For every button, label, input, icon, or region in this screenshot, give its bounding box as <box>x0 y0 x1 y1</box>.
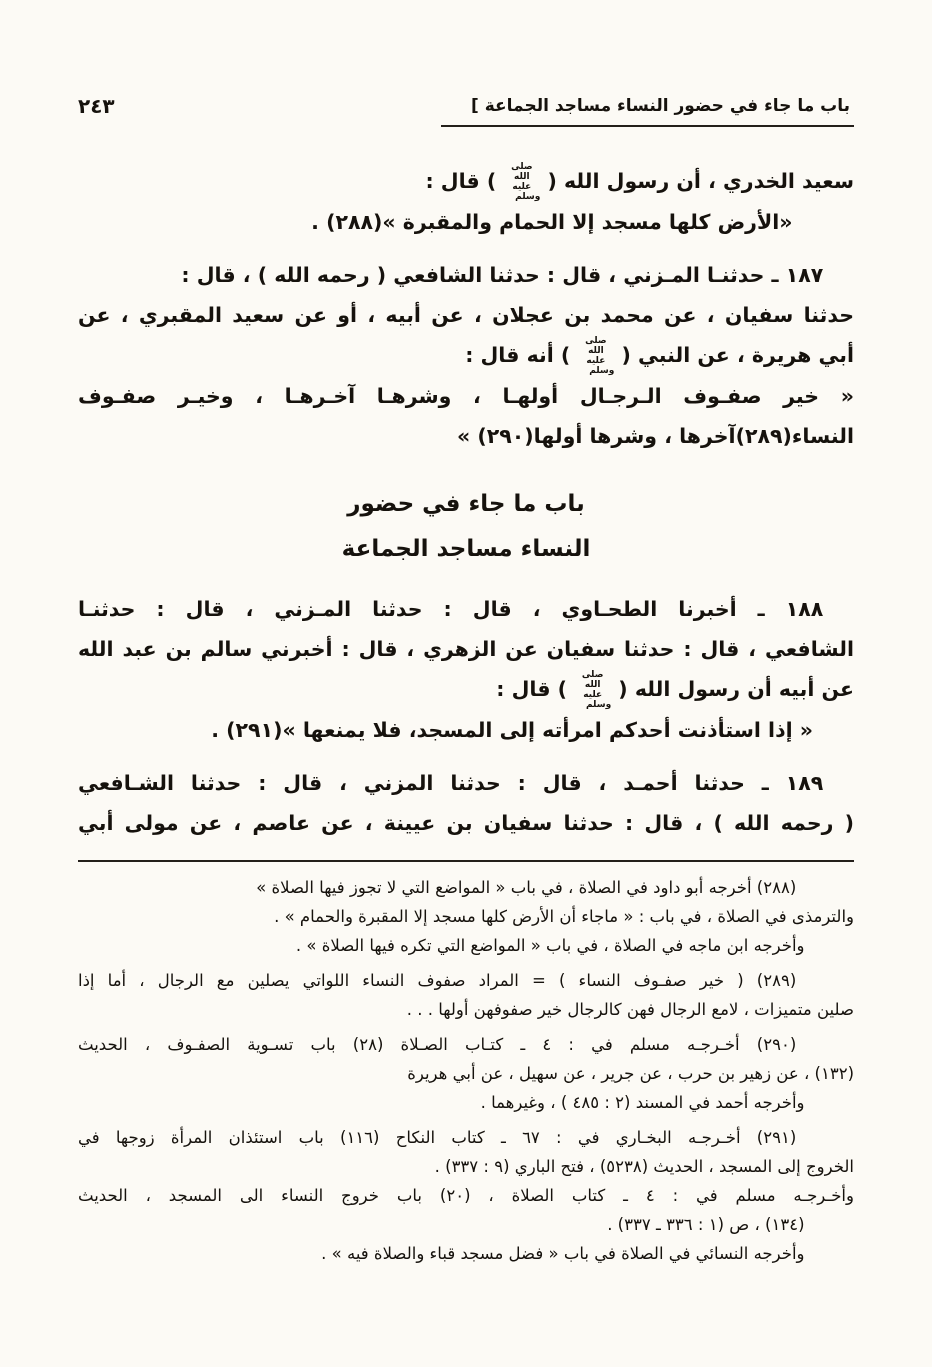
running-header-title: باب ما جاء في حضور النساء مساجد الجماعة ] <box>441 96 854 127</box>
prophet-honorific-seal: صلى الله عليه وسلم <box>585 336 615 376</box>
hadith-188-isnad-line-1: ١٨٨ ـ أخبرنا الطحـاوي ، قال : حدثنا المـزني ، قال : حدثنـا <box>78 597 824 621</box>
chapter-heading <box>78 482 854 572</box>
footnote-290-line-1: (٢٩٠) أخـرجـه مسلم في : ٤ ـ كتـاب الصـلاة (٢٨) باب تسـوية الصفـوف ، الحديث <box>78 1035 797 1054</box>
footnote-288-line-3: وأخرجه ابن ماجه في الصلاة ، في باب « المواضع التي تكره فيها الصلاة » . <box>295 936 805 955</box>
hadith-188-quote-291: « إذا استأذنت أحدكم امرأته إلى المسجد، فلا يمنعها »(٢٩١) . <box>211 718 813 742</box>
page-header <box>78 94 854 127</box>
page-number: ٢٤٣ <box>78 94 115 118</box>
footnote-291-line-1: (٢٩١) أخـرجـه البخـاري في : ٦٧ ـ كتاب النكاح (١١٦) باب استئذان المرأة زوجها في <box>78 1128 797 1147</box>
hadith-quote-288: «الأرض كلها مسجد إلا الحمام والمقبرة »(٢٨٨) . <box>311 210 793 234</box>
chapter-heading-line-1: باب ما جاء في حضور <box>347 491 585 517</box>
prophet-honorific-seal: صلى الله عليه وسلم <box>511 162 541 202</box>
hadith-189-isnad-line-2: ( رحمه الله ) ، قال : حدثنا سفيان بن عيينة ، عن عاصم ، عن مولى أبي <box>78 811 854 835</box>
footnote-291-line-4: (١٣٤) ، ص (١ : ٣٣٦ ـ ٣٣٧) . <box>607 1215 805 1234</box>
footnote-291-line-5: وأخرجه النسائي في الصلاة في باب « فضل مسجد قباء والصلاة فيه » . <box>321 1244 805 1263</box>
hadith-body-lower <box>78 589 854 843</box>
hadith-188-isnad-line-3: عن أبيه أن رسول الله ( صلى الله عليه وسلم ) قال : <box>496 670 854 710</box>
footnote-288-line-1: (٢٨٨) أخرجه أبو داود في الصلاة ، في باب « المواضع التي لا تجوز فيها الصلاة » <box>256 878 797 897</box>
hadith-187-quote-line-2: النساء(٢٨٩)آخرها ، وشرها أولها(٢٩٠) » <box>456 424 854 448</box>
footnotes-list <box>78 862 854 1268</box>
footnote-289-line-1: (٢٨٩) ( خير صفـوف النساء ) = المراد صفوف النساء اللواتي يصلين مع الرجال ، أما إذا <box>78 971 797 990</box>
hadith-187-isnad-line-2: حدثنا سفيان ، عن محمد بن عجلان ، عن أبيه ، أو عن سعيد المقبري ، عن <box>78 303 854 327</box>
chapter-heading-line-2: النساء مساجد الجماعة <box>341 536 591 562</box>
footnote-289-line-2: صلين متميزات ، لامع الرجال فهن كالرجال خير صفوفهن أولها . . . <box>406 1000 854 1019</box>
hadith-187-quote-line-1: « خير صفـوف الـرجـال أولهـا ، وشرهـا آخـرهـا ، وخيـر صفـوف <box>78 384 854 408</box>
hadith-188-isnad-line-2: الشافعي ، قال : حدثنا سفيان عن الزهري ، قال : أخبرني سالم بن عبد الله <box>78 637 854 661</box>
isnad-continuation-line: سعيد الخدري ، أن رسول الله ( صلى الله عليه وسلم ) قال : <box>425 162 854 202</box>
hadith-187-isnad-line-1: ١٨٧ ـ حدثنـا المـزني ، قال : حدثنا الشافعي ( رحمه الله ) ، قال : <box>181 263 824 287</box>
hadith-187-isnad-line-3: أبي هريرة ، عن النبي ( صلى الله عليه وسلم ) أنه قال : <box>465 336 854 376</box>
footnote-290-line-3: وأخرجه أحمد في المسند (٢ : ٤٨٥ ) ، وغيرهما . <box>480 1093 805 1112</box>
hadith-body-upper <box>78 161 854 456</box>
prophet-honorific-seal: صلى الله عليه وسلم <box>581 670 612 710</box>
footnote-288-line-2: والترمذى في الصلاة ، في باب : « ماجاء أن الأرض كلها مسجد إلا المقبرة والحمام » . <box>274 907 854 926</box>
hadith-189-isnad-line-1: ١٨٩ ـ حدثنا أحمـد ، قال : حدثنا المزني ، قال : حدثنا الشـافعي <box>78 771 824 795</box>
footnote-290-line-2: (١٣٢) ، عن زهير بن حرب ، عن جرير ، عن سهيل ، عن أبي هريرة <box>407 1064 854 1083</box>
footnote-291-line-2: الخروج إلى المسجد ، الحديث (٥٢٣٨) ، فتح الباري (٩ : ٣٣٧) . <box>434 1157 854 1176</box>
footnote-291-line-3: وأخـرجـه مسلم في : ٤ ـ كتاب الصلاة ، (٢٠) باب خروج النساء الى المسجد ، الحديث <box>78 1186 854 1205</box>
